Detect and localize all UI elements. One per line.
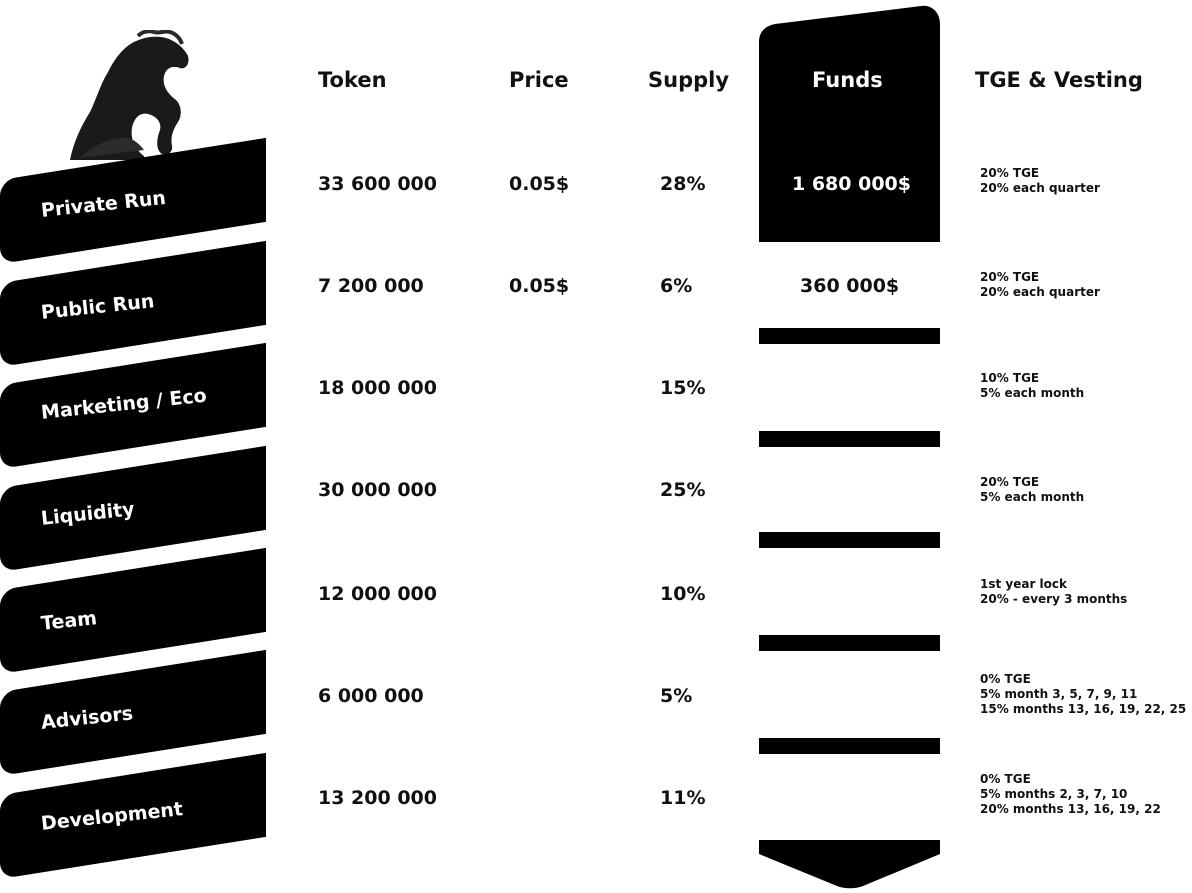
vesting-cell: 0% TGE 5% months 2, 3, 7, 10 20% months 13, 16, 19, 22 — [980, 772, 1161, 816]
funds-separator — [759, 431, 940, 447]
header-price: Price — [509, 68, 569, 92]
row-label-text: Development — [40, 798, 184, 835]
funds-cell: 1 680 000$ — [792, 173, 911, 195]
funds-separator — [759, 328, 940, 344]
row-label-text: Private Run — [40, 186, 167, 222]
vesting-cell: 0% TGE 5% month 3, 5, 7, 9, 11 15% months 13, 16, 19, 22, 25 — [980, 672, 1187, 716]
token-cell: 30 000 000 — [318, 479, 437, 501]
funds-header-block — [759, 4, 940, 242]
price-cell: 0.05$ — [509, 173, 570, 195]
header-supply: Supply — [648, 68, 730, 92]
funds-separator — [759, 532, 940, 548]
token-cell: 12 000 000 — [318, 583, 437, 605]
row-label-text: Advisors — [40, 702, 135, 734]
token-cell: 13 200 000 — [318, 787, 437, 809]
token-cell: 18 000 000 — [318, 377, 437, 399]
supply-cell: 15% — [660, 377, 706, 399]
supply-cell: 28% — [660, 173, 706, 195]
row-label-text: Public Run — [40, 290, 156, 324]
funds-cell: 360 000$ — [800, 275, 900, 297]
funds-bottom-arrow — [759, 840, 940, 890]
row-label-text: Team — [40, 607, 98, 635]
funds-separator — [759, 738, 940, 754]
supply-cell: 11% — [660, 787, 706, 809]
row-label-text: Marketing / Eco — [40, 384, 208, 424]
supply-cell: 5% — [660, 685, 693, 707]
price-cell: 0.05$ — [509, 275, 570, 297]
vesting-cell: 20% TGE 20% each quarter — [980, 166, 1100, 195]
supply-cell: 6% — [660, 275, 693, 297]
vesting-cell: 1st year lock 20% - every 3 months — [980, 577, 1128, 606]
supply-cell: 10% — [660, 583, 706, 605]
header-token: Token — [318, 68, 387, 92]
token-cell: 6 000 000 — [318, 685, 424, 707]
token-cell: 33 600 000 — [318, 173, 437, 195]
row-label-text: Liquidity — [40, 498, 136, 530]
rearing-horse-logo — [60, 30, 200, 165]
token-cell: 7 200 000 — [318, 275, 424, 297]
vesting-cell: 10% TGE 5% each month — [980, 371, 1085, 400]
vesting-cell: 20% TGE 5% each month — [980, 475, 1085, 504]
header-tge-vesting: TGE & Vesting — [975, 68, 1143, 92]
header-funds: Funds — [812, 68, 883, 92]
funds-separator — [759, 635, 940, 651]
supply-cell: 25% — [660, 479, 706, 501]
vesting-cell: 20% TGE 20% each quarter — [980, 270, 1100, 299]
